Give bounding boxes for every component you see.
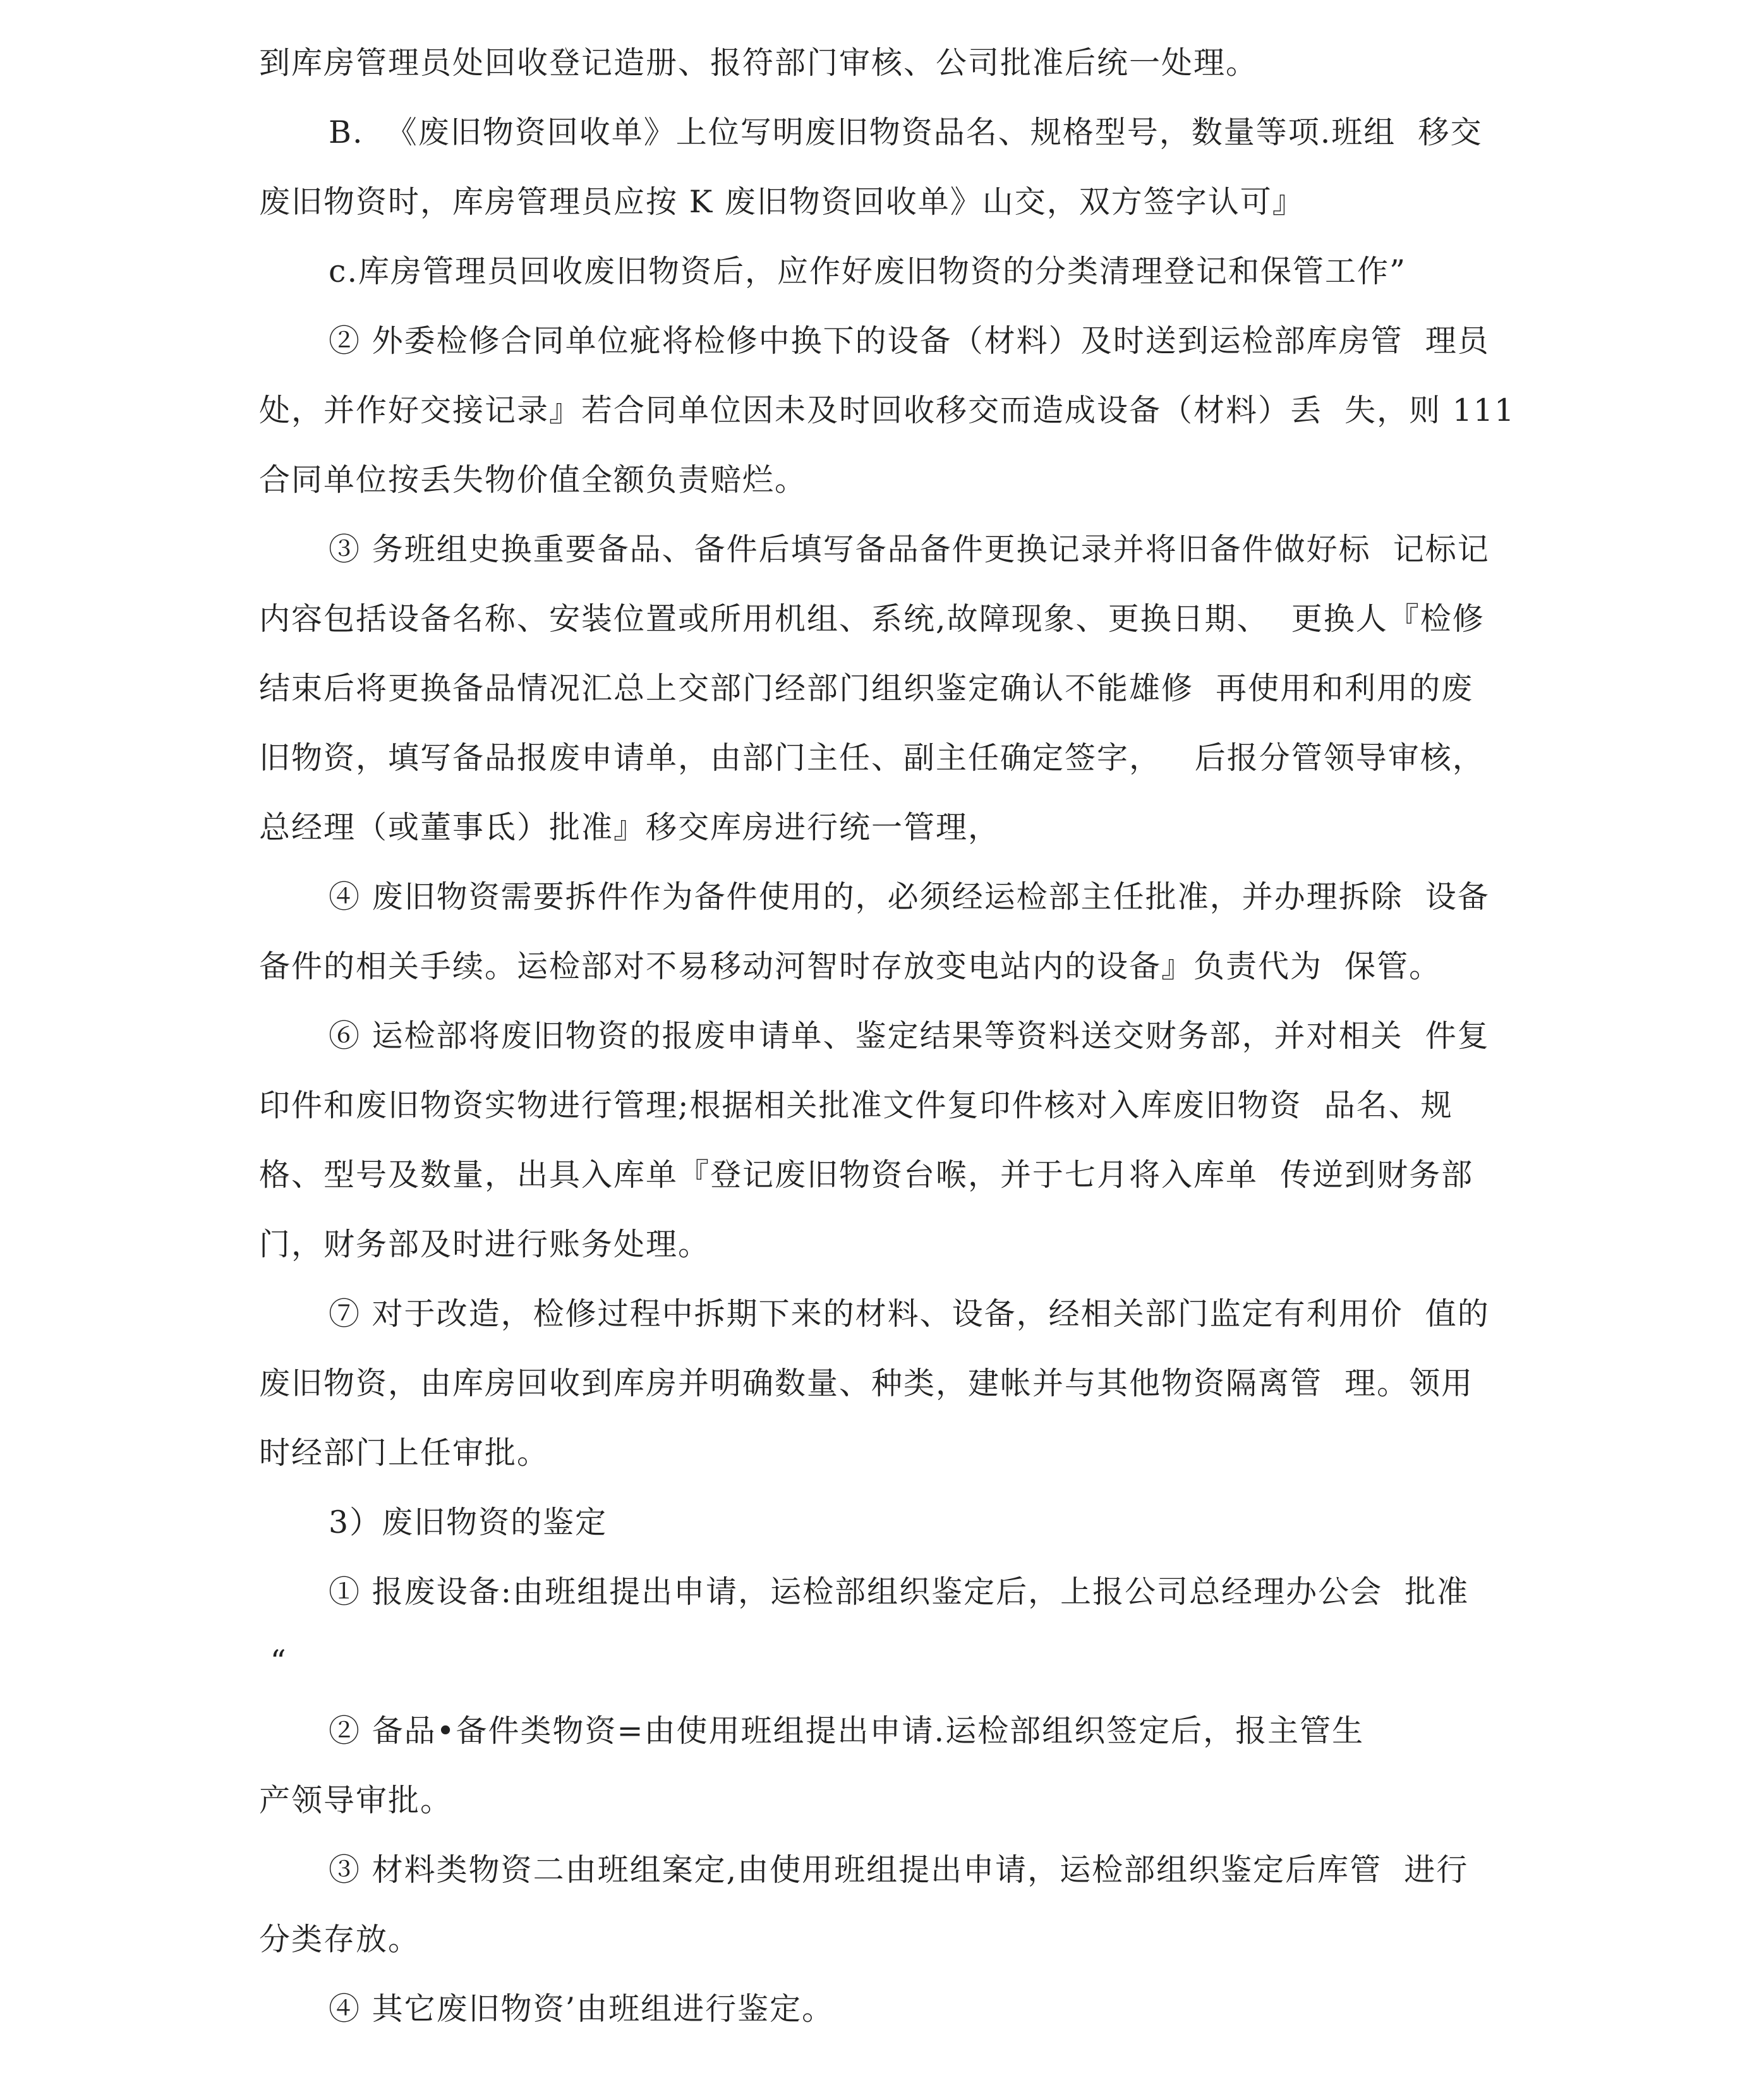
text-line: 到库房管理员处回收登记造册、报符部门审核、公司批准后统一处理。 — [259, 45, 1259, 81]
text-line: 结束后将更换备品情况汇总上交部门经部门组织鉴定确认不能雄修 再使用和利用的废 — [259, 670, 1474, 706]
text-line: ② 备品•备件类物资=由使用班组提出申请.运检部组织签定后，报主管生 — [329, 1713, 1365, 1749]
text-line: ④ 其它废旧物资’由班组进行鉴定。 — [329, 1991, 835, 2027]
text-line: 格、型号及数量，出具入库单『登记废旧物资台喉，并于七月将入库单 传逆到财务部 — [259, 1157, 1474, 1193]
document-body — [259, 28, 1516, 2044]
text-line: ⑥ 运检部将废旧物资的报废申请单、鉴定结果等资料送交财务部，并对相关 件复 — [329, 1018, 1490, 1054]
text-line: 旧物资，填写备品报废申请单，由部门主任、副主任确定签字， 后报分管领导审核， — [259, 740, 1485, 776]
text-line: 废旧物资，由库房回收到库房并明确数量、种类，建帐并与其他物资隔离管 理。领用 — [259, 1365, 1474, 1401]
text-line: ② 外委检修合同单位疵将检修中换下的设备（材料）及时送到运检部库房管 理员 — [329, 323, 1490, 359]
section-heading: 3）废旧物资的鉴定 — [329, 1504, 608, 1540]
text-line: 内容包括设备名称、安装位置或所用机组、系统,故障现象、更换日期、 更换人『检修 — [259, 601, 1485, 637]
text-line: ④ 废旧物资需要拆件作为备件使用的，必须经运检部主任批准，并办理拆除 设备 — [329, 879, 1490, 915]
text-line: ③ 材料类物资二由班组案定,由使用班组提出申请，运检部组织鉴定后库管 进行 — [329, 1852, 1469, 1888]
text-line: 分类存放。 — [259, 1921, 421, 1957]
text-line: ① 报废设备:由班组提出申请，运检部组织鉴定后，上报公司总经理办公会 批准 — [329, 1574, 1470, 1610]
text-line: 产领导审批。 — [259, 1782, 453, 1818]
text-line: 总经理（或董事氐）批准』移交库房进行统一管理， — [259, 809, 1001, 845]
text-line: 时经部门上任审批。 — [259, 1435, 550, 1471]
text-line: c.库房管理员回收废旧物资后，应作好废旧物资的分类清理登记和保管工作” — [329, 253, 1407, 289]
text-line: 备件的相关手续。运检部对不易移动河智时存放变电站内的设备』负责代为 保管。 — [259, 948, 1442, 984]
text-line: 印件和废旧物资实物进行管理;根据相关批准文件复印件核对入库废旧物资 品名、规 — [259, 1087, 1453, 1123]
text-line: 废旧物资时，库房管理员应按 K 废旧物资回收单》山交，双方签字认可』 — [259, 184, 1305, 220]
text-line: ③ 务班组史换重要备品、备件后填写备品备件更换记录并将旧备件做好标 记标记 — [329, 531, 1490, 567]
text-line: B. 《废旧物资回收单》上位写明废旧物资品名、规格型号，数量等项.班组 移交 — [329, 114, 1483, 150]
text-line: 合同单位按丢失物价值全额负责赔烂。 — [259, 462, 807, 498]
text-line: ⑦ 对于改造，检修过程中拆期下来的材料、设备，经相关部门监定有利用价 值的 — [329, 1296, 1490, 1332]
text-line: 门，财务部及时进行账务处理。 — [259, 1226, 711, 1262]
text-line: 处，并作好交接记录』若合同单位因未及时回收移交而造成设备（材料）丢 失，则 111 — [259, 392, 1516, 428]
text-line: “ — [259, 1643, 287, 1679]
